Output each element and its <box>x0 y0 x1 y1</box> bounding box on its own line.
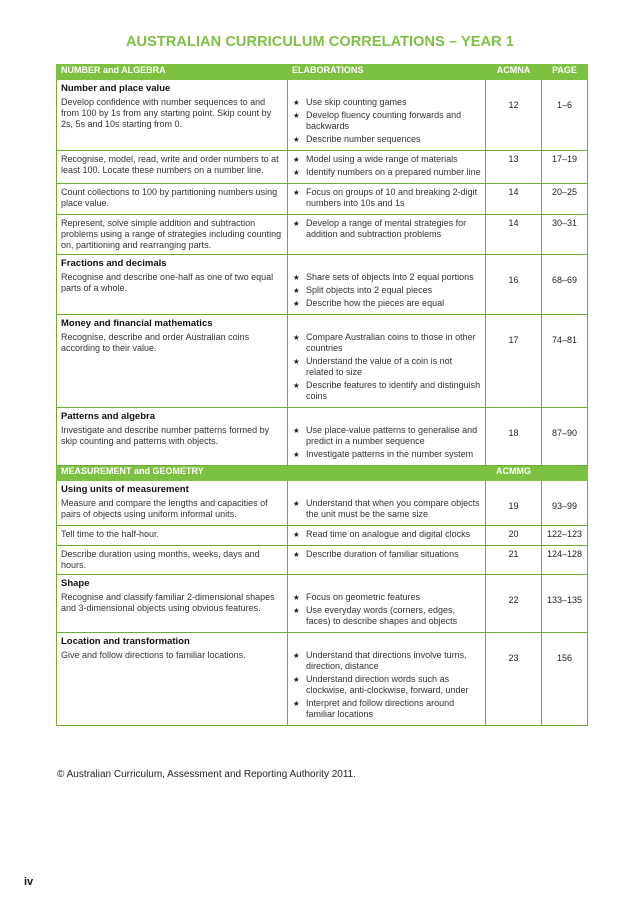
page-range: 87–90 <box>542 408 588 466</box>
elaborations-list <box>292 332 481 402</box>
elaborations-list <box>292 549 481 560</box>
elaborations-list <box>292 97 481 145</box>
elaboration-item: ★ Use skip counting games <box>292 97 481 108</box>
elaborations-cell <box>288 575 486 633</box>
content-description: Tell time to the half-hour. <box>61 529 160 539</box>
page-range: 74–81 <box>542 315 588 408</box>
elaborations-list <box>292 187 481 209</box>
header-acmmg: ACMMG <box>486 466 542 481</box>
content-description-cell <box>57 633 288 726</box>
table-row <box>57 526 588 546</box>
elaboration-item: ★ Develop fluency counting forwards and backwards <box>292 110 481 132</box>
elaboration-item: ★ Describe duration of familiar situations <box>292 549 481 560</box>
table-row <box>57 255 588 315</box>
code-number: 23 <box>486 633 542 726</box>
elaborations-cell <box>288 526 486 546</box>
table-row <box>57 408 588 466</box>
page-range: 122–123 <box>542 526 588 546</box>
subheading-spacer <box>292 578 481 589</box>
content-description: Recognise and describe one-half as one of two equal parts of a whole. <box>61 272 274 293</box>
elaboration-item: ★ Understand that when you compare objects the unit must be the same size <box>292 498 481 520</box>
code-number: 17 <box>486 315 542 408</box>
subheading-spacer <box>292 484 481 495</box>
code-number: 19 <box>486 481 542 526</box>
content-description-cell <box>57 315 288 408</box>
elaboration-item: ★ Compare Australian coins to those in other countries <box>292 332 481 354</box>
elaboration-item: ★ Use place-value patterns to generalise and predict in a number sequence <box>292 425 481 447</box>
table-row <box>57 481 588 526</box>
elaborations-cell <box>288 184 486 215</box>
content-description: Count collections to 100 by partitioning numbers using place value. <box>61 187 278 208</box>
elaboration-item: ★ Split objects into 2 equal pieces <box>292 285 481 296</box>
table-row <box>57 184 588 215</box>
subheading-spacer <box>292 83 481 94</box>
content-description-cell <box>57 255 288 315</box>
content-description-cell <box>57 546 288 575</box>
elaborations-cell <box>288 151 486 184</box>
strand-subheading: Number and place value <box>61 83 171 94</box>
subheading-spacer <box>292 411 481 422</box>
content-description: Represent, solve simple addition and subtraction problems using a range of strategies including counting on, partitioning and rearranging parts. <box>61 218 282 250</box>
content-description-cell <box>57 215 288 255</box>
elaboration-item: ★ Describe features to identify and distinguish coins <box>292 380 481 402</box>
code-number: 16 <box>486 255 542 315</box>
table-row <box>57 151 588 184</box>
elaborations-list <box>292 592 481 627</box>
strand-subheading: Fractions and decimals <box>61 258 167 269</box>
page-range: 156 <box>542 633 588 726</box>
elaboration-item: ★ Use everyday words (corners, edges, faces) to describe shapes and objects <box>292 605 481 627</box>
content-description: Describe duration using months, weeks, days and hours. <box>61 549 260 570</box>
elaboration-item: ★ Model using a wide range of materials <box>292 154 481 165</box>
page-range: 17–19 <box>542 151 588 184</box>
copyright-notice: © Australian Curriculum, Assessment and Reporting Authority 2011. <box>57 769 356 780</box>
content-description: Give and follow directions to familiar locations. <box>61 650 246 660</box>
elaboration-item: ★ Develop a range of mental strategies for addition and subtraction problems <box>292 218 481 240</box>
page-range: 133–135 <box>542 575 588 633</box>
elaboration-item: ★ Focus on groups of 10 and breaking 2-digit numbers into 10s and 1s <box>292 187 481 209</box>
code-number: 20 <box>486 526 542 546</box>
elaboration-item: ★ Investigate patterns in the number system <box>292 449 481 460</box>
elaboration-item: ★ Share sets of objects into 2 equal portions <box>292 272 481 283</box>
elaborations-list <box>292 498 481 520</box>
strand-subheading: Shape <box>61 578 90 589</box>
code-number: 18 <box>486 408 542 466</box>
header-blank <box>288 466 486 481</box>
header-elaborations: ELABORATIONS <box>288 65 486 80</box>
elaborations-cell <box>288 255 486 315</box>
content-description: Recognise, model, read, write and order numbers to at least 100. Locate these numbers on a number line. <box>61 154 279 175</box>
table-body <box>57 65 588 726</box>
page-number: iv <box>24 876 34 888</box>
strand-subheading: Money and financial mathematics <box>61 318 213 329</box>
elaborations-cell <box>288 215 486 255</box>
content-description: Investigate and describe number patterns formed by skip counting and patterns with objects. <box>61 425 270 446</box>
content-description-cell <box>57 526 288 546</box>
elaborations-cell <box>288 481 486 526</box>
content-description-cell <box>57 151 288 184</box>
elaboration-item: ★ Understand that directions involve turns, direction, distance <box>292 650 481 672</box>
elaborations-cell <box>288 315 486 408</box>
subheading-spacer <box>292 318 481 329</box>
elaborations-list <box>292 154 481 178</box>
elaboration-item: ★ Describe number sequences <box>292 134 481 145</box>
elaborations-cell <box>288 408 486 466</box>
header-blank <box>542 466 588 481</box>
page-range: 1–6 <box>542 80 588 151</box>
header-page: PAGE <box>542 65 588 80</box>
page-range: 68–69 <box>542 255 588 315</box>
code-number: 12 <box>486 80 542 151</box>
table-row <box>57 546 588 575</box>
elaboration-item: ★ Understand the value of a coin is not related to size <box>292 356 481 378</box>
code-number: 14 <box>486 215 542 255</box>
page-range: 93–99 <box>542 481 588 526</box>
table-row <box>57 215 588 255</box>
header-acmna: ACMNA <box>486 65 542 80</box>
elaboration-item: ★ Interpret and follow directions around familiar locations <box>292 698 481 720</box>
subheading-spacer <box>292 258 481 269</box>
elaborations-cell <box>288 633 486 726</box>
elaborations-cell <box>288 80 486 151</box>
code-number: 14 <box>486 184 542 215</box>
table-row <box>57 575 588 633</box>
content-description-cell <box>57 408 288 466</box>
content-description: Recognise, describe and order Australian coins according to their value. <box>61 332 250 353</box>
elaboration-item: ★ Identify numbers on a prepared number line <box>292 167 481 178</box>
elaborations-list <box>292 272 481 309</box>
elaborations-list <box>292 425 481 460</box>
elaboration-item: ★ Read time on analogue and digital clocks <box>292 529 481 540</box>
page-range: 124–128 <box>542 546 588 575</box>
elaborations-cell <box>288 546 486 575</box>
header-number-algebra: NUMBER and ALGEBRA <box>57 65 288 80</box>
page-range: 20–25 <box>542 184 588 215</box>
subheading-spacer <box>292 636 481 647</box>
code-number: 22 <box>486 575 542 633</box>
elaborations-list <box>292 529 481 540</box>
header-row-number-algebra <box>57 65 588 80</box>
content-description: Develop confidence with number sequences to and from 100 by 1s from any starting point. Skip count by 2s, 5s and 10s starting from 0. <box>61 97 272 129</box>
elaboration-item: ★ Describe how the pieces are equal <box>292 298 481 309</box>
table-row <box>57 315 588 408</box>
content-description-cell <box>57 481 288 526</box>
code-number: 21 <box>486 546 542 575</box>
strand-subheading: Location and transformation <box>61 636 190 647</box>
content-description: Recognise and classify familiar 2-dimensional shapes and 3-dimensional objects using obvious features. <box>61 592 275 613</box>
strand-subheading: Patterns and algebra <box>61 411 155 422</box>
elaboration-item: ★ Understand direction words such as clockwise, anti-clockwise, forward, under <box>292 674 481 696</box>
code-number: 13 <box>486 151 542 184</box>
correlations-table <box>56 64 588 726</box>
content-description-cell <box>57 575 288 633</box>
content-description-cell <box>57 184 288 215</box>
elaboration-item: ★ Focus on geometric features <box>292 592 481 603</box>
header-row-measurement-geometry <box>57 466 588 481</box>
content-description: Measure and compare the lengths and capacities of pairs of objects using uniform informal units. <box>61 498 268 519</box>
header-measurement-geometry: MEASUREMENT and GEOMETRY <box>57 466 288 481</box>
content-description-cell <box>57 80 288 151</box>
table-row <box>57 633 588 726</box>
page-range: 30–31 <box>542 215 588 255</box>
elaborations-list <box>292 218 481 240</box>
strand-subheading: Using units of measurement <box>61 484 189 495</box>
table-row <box>57 80 588 151</box>
page-title: AUSTRALIAN CURRICULUM CORRELATIONS – YEAR 1 <box>125 34 515 50</box>
elaborations-list <box>292 650 481 720</box>
